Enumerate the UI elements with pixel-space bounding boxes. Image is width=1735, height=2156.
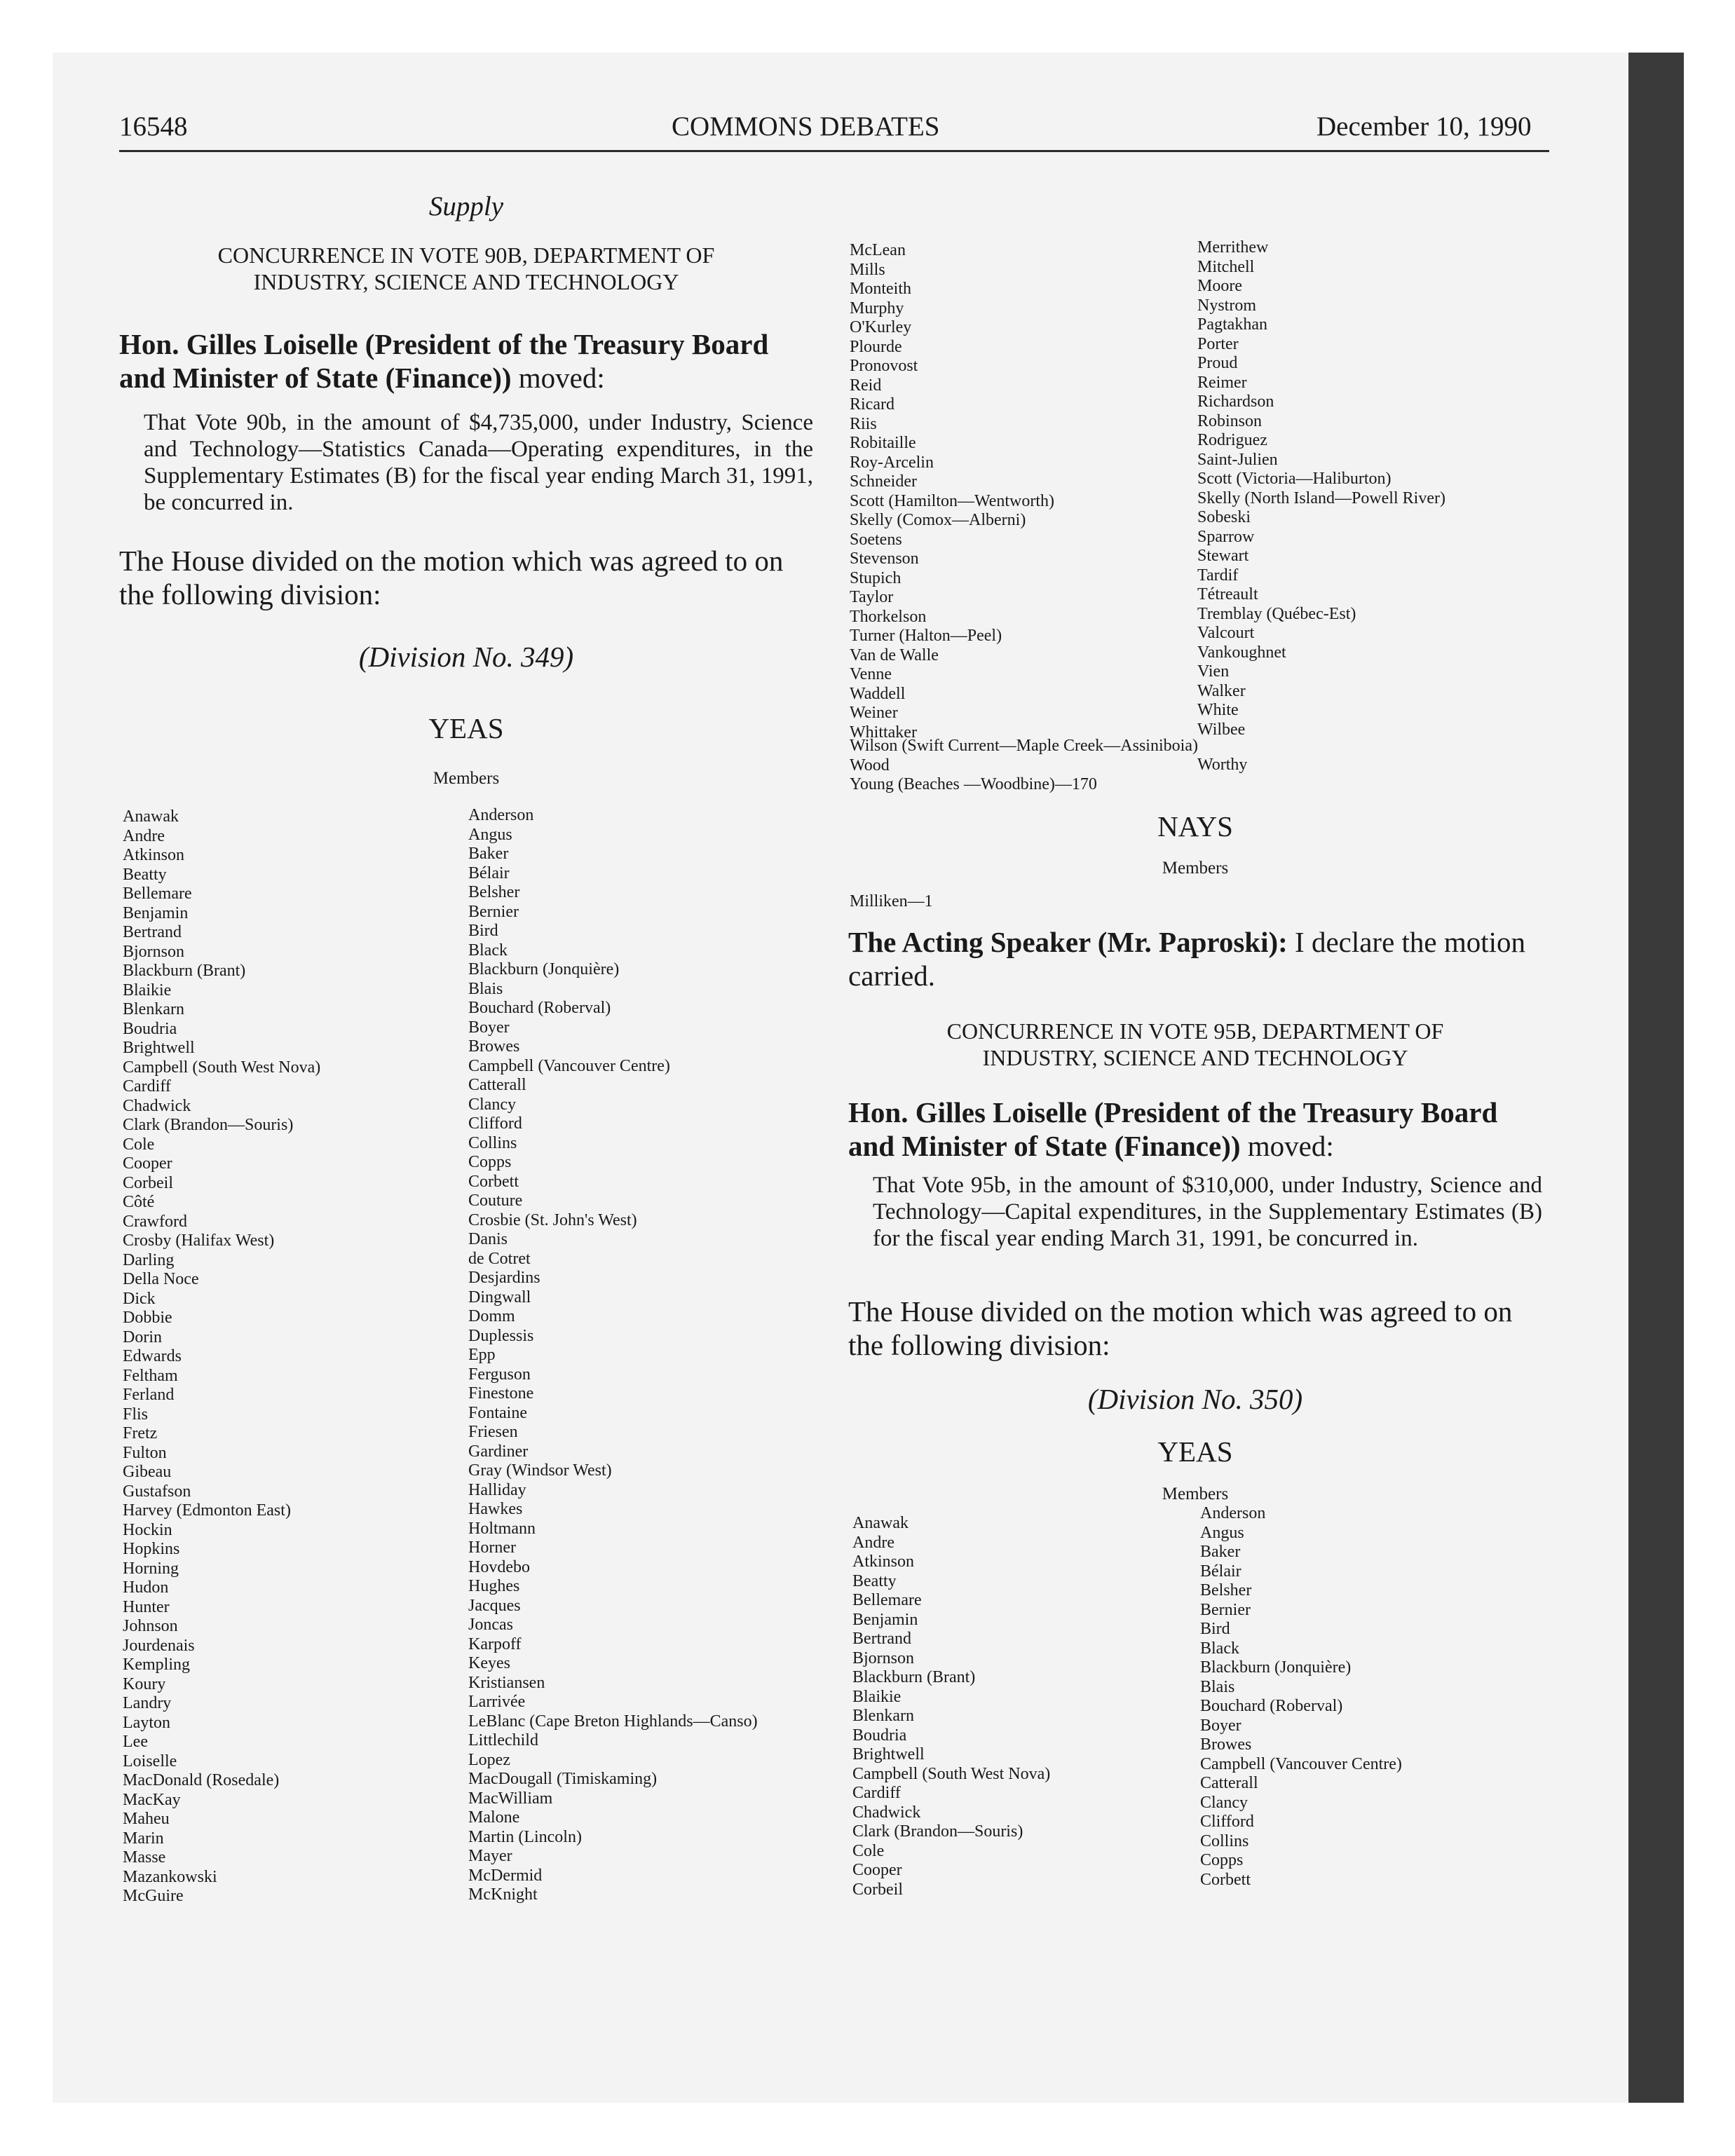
list-item: Edwards	[123, 1347, 182, 1365]
list-item: MacDougall (Timiskaming)	[468, 1770, 658, 1788]
list-item: Hudon	[123, 1578, 169, 1597]
mover-paragraph-2	[848, 1096, 1542, 1163]
list-item: Black	[1200, 1639, 1239, 1658]
list-item: Belsher	[1200, 1581, 1252, 1599]
list-item: Gardiner	[468, 1442, 529, 1461]
list-item: Cole	[123, 1135, 155, 1154]
section-title: Supply	[428, 191, 504, 221]
list-item: Loiselle	[123, 1752, 177, 1770]
list-item: Plourde	[850, 337, 902, 356]
list-item: Mazankowski	[123, 1867, 217, 1886]
list-item: Roy-Arcelin	[850, 453, 934, 472]
list-item: Friesen	[468, 1423, 518, 1441]
speaker-paragraph	[848, 925, 1542, 992]
list-item: Duplessis	[468, 1326, 534, 1345]
list-item: Turner (Halton—Peel)	[850, 627, 1002, 645]
list-item: Copps	[468, 1153, 512, 1171]
list-item: Atkinson	[123, 846, 185, 864]
list-item: Brightwell	[123, 1039, 195, 1057]
list-item: Hovdebo	[468, 1557, 530, 1576]
list-item: Thorkelson	[850, 607, 927, 626]
list-item: Wood	[850, 756, 890, 775]
nays-heading: NAYS	[1157, 810, 1233, 842]
list-item: Venne	[850, 665, 892, 683]
list-item: Anderson	[1200, 1504, 1266, 1522]
list-item: Corbeil	[123, 1173, 173, 1192]
list-item: MacDonald (Rosedale)	[123, 1771, 280, 1789]
list-item: Mills	[850, 260, 885, 279]
list-item: Domm	[468, 1307, 515, 1325]
list-item: Bouchard (Roberval)	[468, 999, 611, 1017]
vote-heading: CONCURRENCE IN VOTE 90B, DEPARTMENT OF INDUSTRY, SCIENCE AND TECHNOLOGY	[217, 243, 715, 294]
list-item: Bjornson	[852, 1649, 915, 1667]
list-item: Hughes	[468, 1577, 520, 1595]
list-item: Blackburn (Brant)	[852, 1668, 976, 1686]
list-item: Hunter	[123, 1597, 170, 1616]
members-label-2: Members	[1162, 1485, 1229, 1503]
list-item: Crosby (Halifax West)	[123, 1231, 275, 1250]
list-item: Soetens	[850, 530, 902, 549]
list-item: Bjornson	[123, 942, 185, 961]
division-number: (Division No. 349)	[358, 641, 574, 673]
yeas-heading: YEAS	[428, 712, 504, 744]
list-item: Pronovost	[850, 357, 918, 375]
list-item: McDermid	[468, 1866, 543, 1885]
list-item: Reid	[850, 376, 882, 395]
list-item: Malone	[468, 1808, 520, 1827]
list-item: Dingwall	[468, 1288, 531, 1306]
list-item: Murphy	[850, 299, 904, 318]
list-item: McLean	[850, 241, 906, 259]
list-item: Valcourt	[1197, 624, 1255, 642]
list-item: Horning	[123, 1559, 179, 1578]
list-item: Mayer	[468, 1847, 512, 1865]
list-item: Merrithew	[1197, 238, 1269, 257]
list-item: Ricard	[850, 395, 894, 414]
list-item: Couture	[468, 1192, 523, 1210]
list-item: Campbell (South West Nova)	[123, 1058, 321, 1077]
list-item: Fretz	[123, 1424, 158, 1442]
list-item: Corbett	[468, 1172, 519, 1191]
list-item: Harvey (Edmonton East)	[123, 1501, 291, 1520]
mover-paragraph	[119, 327, 813, 395]
list-item: Maheu	[123, 1810, 170, 1828]
list-item: Epp	[468, 1346, 496, 1364]
list-item: Browes	[468, 1037, 520, 1056]
list-item: Belsher	[468, 883, 520, 901]
list-item: Crosbie (St. John's West)	[468, 1210, 637, 1229]
list-item: Corbeil	[852, 1880, 903, 1899]
list-item: Jacques	[468, 1596, 521, 1615]
yeas-continued-left	[850, 241, 1054, 742]
list-item: Hockin	[123, 1520, 172, 1539]
list-item: Clancy	[1200, 1793, 1248, 1812]
list-item: Robitaille	[850, 434, 916, 452]
list-item: Clifford	[468, 1114, 522, 1133]
division-statement: The House divided on the motion which was agreed to on the following division:	[119, 545, 784, 610]
list-item: Layton	[123, 1713, 170, 1732]
list-item: Gustafson	[123, 1482, 191, 1501]
list-item: Blenkarn	[123, 1000, 184, 1018]
list-item: Clark (Brandon—Souris)	[852, 1822, 1023, 1841]
list-item: Blais	[468, 979, 503, 998]
list-item: Weiner	[850, 704, 898, 722]
motion-text-2: That Vote 95b, in the amount of $310,000, under Industry, Science and Technology—Capital expenditures, in the Supplementary Estimates (B) for the fiscal year ending March 31, 1991, be concurred in.	[873, 1173, 1542, 1251]
list-item: Lopez	[468, 1750, 510, 1769]
list-item: Corbett	[1200, 1870, 1251, 1889]
list-item: Whittaker	[850, 723, 917, 742]
list-item: Clark (Brandon—Souris)	[123, 1116, 294, 1134]
list-item: Koury	[123, 1674, 166, 1693]
list-item: Bélair	[468, 864, 510, 882]
yeas-list-left	[123, 807, 320, 1906]
list-item: Sobeski	[1197, 508, 1251, 526]
list-item: Stevenson	[850, 550, 919, 568]
list-item: Della Noce	[123, 1270, 199, 1288]
list-item: Blackburn (Brant)	[123, 962, 246, 980]
list-item: Riis	[850, 414, 877, 433]
list-item: Anawak	[852, 1514, 909, 1532]
list-item: Vien	[1197, 662, 1230, 681]
yeas-continued-tail-right	[1197, 756, 1247, 775]
list-item: Clifford	[1200, 1813, 1254, 1831]
yeas-list-right	[468, 806, 758, 1905]
publication-title: COMMONS DEBATES	[672, 111, 940, 142]
list-item: Masse	[123, 1848, 166, 1867]
list-item: Bélair	[1200, 1562, 1241, 1581]
mover-name-2: Hon. Gilles Loiselle (President of the Treasury Board and Minister of State (Finance))	[848, 1096, 1498, 1162]
list-item: Beatty	[123, 865, 167, 884]
list-item: Van de Walle	[850, 646, 939, 664]
list-item: Cooper	[123, 1154, 172, 1173]
mover-verb: moved:	[518, 362, 605, 394]
list-item: Cooper	[852, 1861, 902, 1879]
list-item: Angus	[1200, 1523, 1244, 1542]
list-item: Marin	[123, 1829, 164, 1848]
list-item: Fulton	[123, 1443, 167, 1462]
list-item: Bertrand	[123, 923, 182, 941]
list-item: Bernier	[1200, 1600, 1251, 1619]
list-item: Hawkes	[468, 1500, 523, 1518]
list-item: Baker	[1200, 1543, 1241, 1561]
list-item: Bernier	[468, 902, 519, 921]
list-item: Côté	[123, 1193, 155, 1211]
list-item: Stewart	[1197, 547, 1249, 565]
list-item: Gibeau	[123, 1463, 172, 1481]
list-item: Bird	[468, 922, 498, 940]
list-item: O'Kurley	[850, 318, 912, 336]
list-item: Richardson	[1197, 393, 1274, 411]
list-item: Lee	[123, 1733, 148, 1751]
list-item: Black	[468, 941, 508, 960]
list-item: Brightwell	[852, 1745, 925, 1763]
list-item: Tardif	[1197, 566, 1239, 585]
vote-heading-2: CONCURRENCE IN VOTE 95B, DEPARTMENT OF INDUSTRY, SCIENCE AND TECHNOLOGY	[946, 1018, 1444, 1070]
list-item: Beatty	[852, 1571, 897, 1590]
motion-text: That Vote 90b, in the amount of $4,735,000, under Industry, Science and Technology—Statistics Canada—Operating expenditures, in the Supplementary Estimates (B) for the fiscal year ending March 31, 1991, be concurred in.	[144, 410, 813, 515]
list-item: Blackburn (Jonquière)	[1200, 1658, 1352, 1677]
list-item: Dick	[123, 1289, 156, 1308]
division-number-2: (Division No. 350)	[1087, 1383, 1303, 1415]
yeas-continued-right	[1197, 238, 1445, 739]
list-item: MacKay	[123, 1790, 181, 1809]
list-item: Boudria	[852, 1726, 907, 1745]
list-item: Bellemare	[123, 885, 192, 903]
list-item: Angus	[468, 825, 512, 844]
list-item: Moore	[1197, 277, 1242, 295]
list-item: Ferguson	[468, 1365, 531, 1384]
speaker-name: The Acting Speaker (Mr. Paproski):	[848, 926, 1288, 958]
list-item: Anawak	[123, 807, 179, 826]
list-item: Holtmann	[468, 1519, 536, 1538]
list-item: Boyer	[468, 1018, 510, 1037]
list-item: Bellemare	[852, 1591, 922, 1609]
list-item: Campbell (Vancouver Centre)	[1200, 1754, 1402, 1773]
list-item: Rodriguez	[1197, 431, 1267, 449]
list-item: Catterall	[468, 1076, 526, 1094]
list-item: McKnight	[468, 1885, 538, 1904]
list-item: Chadwick	[123, 1096, 191, 1115]
page-number: 16548	[119, 111, 188, 142]
list-item: Young (Beaches —Woodbine)—170	[850, 775, 1097, 793]
list-item: Larrivée	[468, 1693, 526, 1711]
list-item: Keyes	[468, 1654, 510, 1672]
list-item: Horner	[468, 1538, 516, 1557]
list-item: Johnson	[123, 1617, 178, 1635]
list-item: Cole	[852, 1841, 885, 1860]
list-item: Catterall	[1200, 1774, 1258, 1792]
list-item: Pagtakhan	[1197, 315, 1267, 334]
list-item: Andre	[852, 1533, 894, 1552]
list-item: Robinson	[1197, 411, 1263, 430]
list-item: Sparrow	[1197, 527, 1255, 546]
list-item: Monteith	[850, 280, 911, 298]
list-item: Taylor	[850, 588, 894, 606]
list-item: Walker	[1197, 681, 1246, 700]
list-item: Benjamin	[123, 903, 189, 922]
list-item: Landry	[123, 1694, 172, 1712]
list-item: Danis	[468, 1230, 508, 1248]
list-item: Copps	[1200, 1851, 1244, 1869]
list-item: Finestone	[468, 1384, 534, 1403]
list-item: Saint-Julien	[1197, 450, 1278, 469]
list-item: Boyer	[1200, 1716, 1241, 1735]
list-item: Dorin	[123, 1328, 162, 1346]
list-item: Mitchell	[1197, 257, 1255, 276]
list-item: Benjamin	[852, 1610, 918, 1629]
list-item: Flis	[123, 1405, 149, 1424]
list-item: Milliken—1	[850, 892, 933, 910]
list-item: LeBlanc (Cape Breton Highlands—Canso)	[468, 1712, 758, 1731]
list-item: Chadwick	[852, 1803, 921, 1822]
list-item: Kempling	[123, 1656, 190, 1674]
list-item: Fontaine	[468, 1403, 527, 1422]
list-item: Blackburn (Jonquière)	[468, 960, 620, 978]
list-item: Boudria	[123, 1019, 177, 1038]
list-item: Bertrand	[852, 1630, 911, 1648]
list-item: Blenkarn	[852, 1707, 914, 1725]
yeas-heading-2: YEAS	[1157, 1435, 1233, 1468]
speaker-text: I declare the motion carried.	[848, 926, 1526, 992]
list-item: Wilbee	[1197, 720, 1246, 739]
list-item: Ferland	[123, 1386, 175, 1404]
mover-name: Hon. Gilles Loiselle (President of the Treasury Board and Minister of State (Finance))	[119, 328, 769, 394]
list-item: Dobbie	[123, 1309, 172, 1327]
list-item: Reimer	[1197, 373, 1247, 392]
list-item: Martin (Lincoln)	[468, 1827, 582, 1846]
list-item: Gray (Windsor West)	[468, 1461, 612, 1480]
list-item: Campbell (Vancouver Centre)	[468, 1056, 670, 1075]
list-item: Tétreault	[1197, 585, 1258, 603]
list-item: Tremblay (Québec-Est)	[1197, 604, 1356, 623]
list-item: Browes	[1200, 1735, 1252, 1754]
list-item: Wilson (Swift Current—Maple Creek—Assiniboia)	[850, 737, 1198, 755]
list-item: Desjardins	[468, 1269, 540, 1287]
list-item: Crawford	[123, 1212, 187, 1231]
list-item: Skelly (Comox—Alberni)	[850, 511, 1026, 529]
list-item: Proud	[1197, 354, 1238, 372]
list-item: Cardiff	[852, 1784, 901, 1802]
list-item: de Cotret	[468, 1249, 531, 1268]
list-item: Waddell	[850, 684, 906, 703]
list-item: Cardiff	[123, 1077, 171, 1096]
nays-members-label: Members	[1162, 859, 1229, 878]
list-item: Karpoff	[468, 1635, 522, 1653]
list-item: White	[1197, 701, 1239, 719]
list-item: Andre	[123, 826, 165, 845]
list-item: Bouchard (Roberval)	[1200, 1697, 1343, 1715]
list-item: Vankoughnet	[1197, 643, 1286, 662]
list-item: Stupich	[850, 568, 901, 587]
list-item: Collins	[468, 1133, 517, 1152]
list-item: Blaikie	[123, 981, 172, 999]
header-rule	[119, 150, 1549, 152]
list-item: Darling	[123, 1250, 175, 1269]
header-date: December 10, 1990	[1316, 111, 1532, 142]
list-item: Halliday	[468, 1480, 526, 1499]
list-item: Collins	[1200, 1831, 1249, 1850]
division-statement-2: The House divided on the motion which was agreed to on the following division:	[848, 1295, 1513, 1361]
list-item: Clancy	[468, 1095, 516, 1114]
list-item: Littlechild	[468, 1731, 538, 1749]
list-item: Kristiansen	[468, 1673, 545, 1692]
list-item: Blaikie	[852, 1687, 901, 1706]
list-item: Atkinson	[852, 1553, 915, 1571]
list-item: Hopkins	[123, 1540, 180, 1558]
list-item: Anderson	[468, 806, 534, 824]
nays-list	[850, 892, 933, 912]
list-item: Blais	[1200, 1677, 1235, 1696]
list-item: Schneider	[850, 472, 917, 491]
list-item: Jourdenais	[123, 1636, 195, 1655]
list-item: Feltham	[123, 1366, 178, 1385]
list-item: Worthy	[1197, 756, 1248, 774]
list-item: Scott (Victoria—Haliburton)	[1197, 470, 1392, 488]
list-item: Scott (Hamilton—Wentworth)	[850, 491, 1055, 510]
list-item: Joncas	[468, 1616, 513, 1634]
list-item: Skelly (North Island—Powell River)	[1197, 489, 1445, 507]
yeas-list-2-right	[1200, 1504, 1402, 1890]
list-item: Bird	[1200, 1620, 1230, 1638]
scan-edge-bar	[1628, 53, 1684, 2103]
yeas-continued-tail	[850, 737, 1198, 795]
list-item: MacWilliam	[468, 1789, 553, 1808]
members-label: Members	[433, 769, 500, 788]
list-item: Nystrom	[1197, 296, 1256, 315]
list-item: Campbell (South West Nova)	[852, 1764, 1051, 1783]
list-item: McGuire	[123, 1887, 184, 1905]
list-item: Porter	[1197, 334, 1239, 353]
list-item: Baker	[468, 845, 509, 863]
yeas-list-2-left	[852, 1514, 1050, 1899]
mover-verb-2: moved:	[1247, 1130, 1334, 1162]
